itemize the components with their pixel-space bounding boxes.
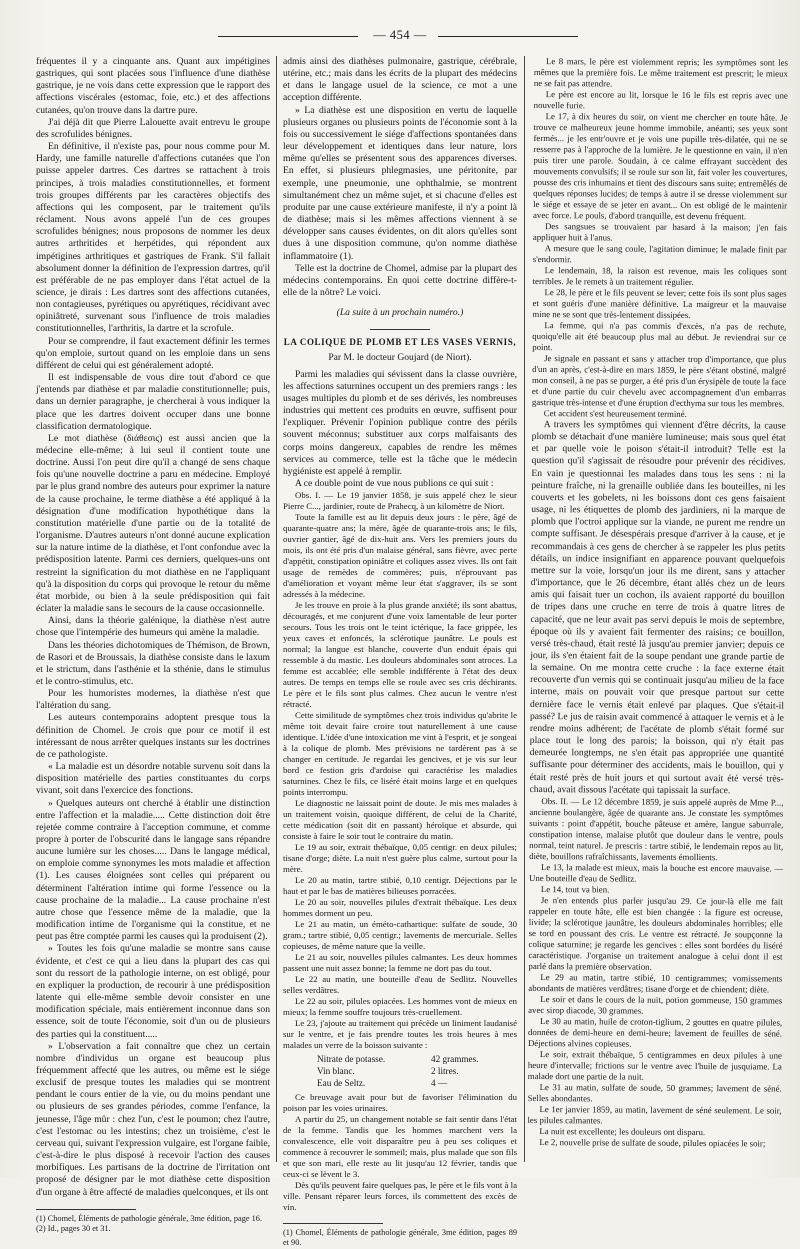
observation-paragraph: Le 20 au soir, nouvelles pilules d'extrait thébaïque. Les deux hommes dorment un peu.: [283, 897, 517, 919]
paragraph: En définitive, il n'existe pas, pour nous comme pour M. Hardy, une famille naturelle d'affections cutanées que l'on puisse appeler dartres. Ces dartres se rattachent à trois principes, à trois maladies constitutionnelles, et forment trois groupes différents par les caractères objectifs des affections qui les composent, par le traitement qu'ils réclament. Nous avons appelé l'un de ces groupes scrofulides bénignes; nous proposons de nommer les deux autres arthritides et herpétides, qui répondent aux impétigines arthritiques et gastriques de Frank. S'il fallait absolument donner la définition de l'expression dartres, qu'il est préférable de ne pas employer dans l'état actuel de la science, je dirais : Les dartres sont des affections cutanées, non contagieuses, pyrétiques ou apyrétiques, récidivant avec opiniâtreté, survenant sous l'influence de trois maladies constitutionnelles, l'arthritis, la dartre et la scrofule.: [36, 141, 270, 335]
paragraph: admis ainsi des diathèses pulmonaire, gastrique, cérébrale, utérine, etc.; mais dans les écrits de la plupart des médecins et dans le langage usuel de la science, ce mot a une acception différente.: [283, 56, 517, 104]
observation-paragraph: La femme, qui n'a pas commis d'excès, n'a pas de rechute, quoiqu'elle ait été beaucoup plus mal au début. Je reviendrai sur ce point.: [532, 320, 787, 353]
observation-paragraph: Le 29 au matin, tartre stibié, 10 centigrammes; vomissements abondants de matières verdâtres; tisane d'orge et de chiendent; diète.: [528, 971, 783, 995]
paragraph: fréquentes il y a cinquante ans. Quant aux impétigines gastriques, qui sont placées sous l'influence d'une diathèse gastrique, je ne vois dans cette expression que le rapport des affections viscérales (estomac, foie, etc.) et des affections cutanées, qu'on trouve dans la dartre pure.: [36, 56, 270, 116]
quote-paragraph: « La maladie est un désordre notable survenu soit dans la disposition matérielle des parties constituantes du corps vivant, soit dans l'exercice des fonctions.: [36, 761, 270, 797]
page-header: [0, 28, 800, 44]
observation-paragraph: Le père est encore au lit, lorsque le 16 le fils est repris avec une nouvelle furie.: [533, 89, 788, 111]
paragraph: Pour les humoristes modernes, la diathèse n'est que l'altération du sang.: [36, 688, 270, 712]
observation-paragraph: Le 28, le père et le fils peuvent se lever; cette fois ils sont plus sages et sont guéris d'une manière définitive. La maigreur et la mauvaise mine ne se sont que très-lentement dissipées.: [532, 287, 787, 320]
footnote: (1) Chomel, Éléments de pathologie générale, 3me édition, page 16.: [36, 1213, 263, 1223]
paragraph: Dans les théories dichotomiques de Thémison, de Brown, de Rasori et de Broussais, la diathèse consiste dans le laxum et le strictum, dans l'asthénie et la sthénie, dans le stimulus et le contro-stimulus, etc.: [36, 639, 270, 687]
observation-paragraph: Je signale en passant et sans y attacher trop d'importance, que plus d'un an après, c'est-à-dire en mars 1859, le père s'étant obstiné, malgré mon conseil, à ne pas se purger, a été pris d'un érysipèle de toute la face et d'une partie du cuir chevelu avec accompagnement d'un embarras gastrique très-intense et d'une éruption d'ecthyma sur tous les membres.: [531, 353, 787, 409]
observation-paragraph: Je n'en entends plus parler jusqu'au 29. Ce jour-là elle me fait rappeler en toute hâte, elle est bien changée : la figure est ocreuse, livide; la sclérotique jaunâtre, les douleurs abdominales horribles; elle se tord en poussant des cris. Le ventre est rétracté. Je soupçonne la colique saturnine; je regarde les gencives : elles sont bordées du liséré caractéristique. J'organise un traitement analogue à celui dont il est parlé dans la première observation.: [528, 894, 783, 972]
observation-paragraph: Cette similitude de symptômes chez trois individus qu'abrite le même toit devait faire croire tout naturellement à une cause identique. L'idée d'une intoxication me vint à l'esprit, et je songeai à la colique de plomb. Mes prévisions ne tardèrent pas à se changer en certitude. Je regardai les gencives, et je vis sur leur bord ce festion gris d'ardoise qui caractérise les maladies saturnines. Chez le fils, ce liséré était moins large et en quelques points interrompu.: [283, 710, 517, 798]
header-rule-right: [438, 36, 578, 37]
prescription: [283, 1053, 517, 1089]
observation-paragraph: Le soir et dans le cours de la nuit, potion gommeuse, 150 grammes avec sirop diacode, 30 grammes.: [528, 993, 783, 1016]
observation-paragraph: Le 30 au matin, huile de croton-tiglium, 2 gouttes en quatre pilules, données de demi-heure en demi-heure; lavement de feuilles de séné. Déjections alvines copieuses.: [527, 1015, 783, 1049]
observation-paragraph: Le 23, j'ajoute au traitement qui précède un liniment laudanisé sur le ventre, et je fais prendre toutes les trois heures à mes malades un verre de la boisson suivante :: [283, 1018, 517, 1051]
observation-paragraph: Le 19 au soir, extrait thébaïque, 0,05 centigr. en deux pilules; tisane d'orge; diète. La nuit n'est guère plus calme, surtout pour la mère.: [283, 842, 517, 875]
observation-paragraph: Ce breuvage avait pour but de favoriser l'élimination du poison par les voies urinaires.: [283, 1091, 517, 1113]
column-divider: [276, 56, 277, 1162]
observation-paragraph: Le 14, tout va bien.: [540, 883, 610, 895]
footnote: (2) Id., pages 30 et 31.: [36, 1224, 111, 1234]
observation-paragraph: Toute la famille est au lit depuis deux jours : le père, âgé de quarante-quatre ans; la mère, âgée de quarante-trois ans; le fils, ouvrier gantier, âgé de dix-huit ans. Vers les premiers jours du mois, ils ont été pris d'un malaise général, sans fièvre, avec perte d'appétit, constipation opiniâtre et coliques assez vives. Ils ont fait usage de remèdes de commères; puis, n'éprouvant pas d'amélioration et voyant même leur état s'aggraver, ils se sont adressés à la médecine.: [283, 512, 517, 600]
footnote: (1) Chomel, Éléments de pathologie générale, 3me édition, pages 89 et 90.: [283, 1227, 517, 1248]
observation-paragraph: Le 1er janvier 1859, au matin, lavement de séné seulement. Le soir, les pilules calmantes.: [527, 1103, 782, 1126]
observation-paragraph: Je les trouve en proie à la plus grande anxiété; ils sont abattus, découragés, et me conjurent d'une voix lamentable de leur porter secours. Tous les trois ont le teint ictérique, la face grippée, les yeux caves et enfoncés, la sclérotique jaunâtre. Le pouls est normal; la langue est blanche, couverte d'un enduit épais qui ressemble à du mastic. Les douleurs abdominales sont atroces. La femme est accablée; elle semble indifférente à l'état des deux autres. De temps en temps elle se roule avec ses cris déchirants. Le père et le fils sont plus calmes. Chez aucun le ventre n'est rétracté.: [283, 600, 517, 710]
observation-paragraph: Le lendemain, 18, la raison est revenue, mais les coliques sont terribles. Je le remets à un traitement régulier.: [532, 265, 787, 287]
observation-paragraph: Obs. I. — Le 19 janvier 1858, je suis appelé chez le sieur Pierre C..., jardinier, route de Prahecq, à un kilomètre de Niort.: [283, 490, 517, 512]
observation-paragraph: Le 22 au soir, pilules opiacées. Les hommes vont de mieux en mieux; la femme souffre toujours très-cruellement.: [283, 996, 517, 1018]
column-middle: [283, 56, 517, 1248]
paragraph: Telle est la doctrine de Chomel, admise par la plupart des médecins contemporains. En quoi cette doctrine diffère-t-elle de la nôtre? Le voici.: [283, 262, 517, 298]
quote-paragraph: » Quelques auteurs ont cherché à établir une distinction entre l'affection et la maladie..... Cette distinction doit être rejetée comme contraire à l'acception commune, et comme propre à porter de l'obscurité dans le langage sans répandre aucune lumière sur les choses..... Dans le langage médical, on emploie comme synonymes les mots maladie et affection (1). Les causes éloignées sont celles qui préparent ou déterminent l'altération intime qui forme l'essence ou la cause prochaine de la maladie... La cause prochaine n'est autre chose que l'essence même de la maladie, que la modification intime de l'organisme qui la constitue, et ne peut pas être comptée parmi les causes qui la produisent (2).: [36, 797, 270, 943]
quantity: 2 litres.: [431, 1066, 459, 1077]
quote-paragraph: » La diathèse est une disposition en vertu de laquelle plusieurs organes ou plusieurs points de l'économie sont à la fois ou successivement le siége d'affections spontanées dans leur développement et identiques dans leur nature, lors même qu'elles se présentent sous des apparences diverses. En effet, si plusieurs phlegmasies, une péritonite, par exemple, une pneumonie, une ophthalmie, se montrent simultanément chez un même sujet, et si chacune d'elles est produite par une cause extérieure manifeste, il n'y a point là de diathèse; mais si les mêmes affections viennent à se développer sans causes évidentes, on dit alors qu'elles sont dues à une disposition commune, qu'on nomme diathèse inflammatoire (1).: [283, 104, 517, 262]
observation-paragraph: Le 13, la malade est mieux, mais la bouche est encore mauvaise. — Une bouteille d'eau de Sedlitz.: [528, 861, 784, 884]
observation-paragraph: Dès qu'ils peuvent faire quelques pas, le père et le fils vont à la ville. Pensant réparer leurs forces, ils commettent des excès de vin.: [283, 1179, 517, 1212]
article-heading: [283, 329, 517, 364]
quantity: 4 —: [431, 1078, 448, 1089]
observation-paragraph: Des sangsues se trouvaient par hasard à la maison; j'en fais appliquer huit à l'anus.: [532, 221, 787, 243]
observation-paragraph: La nuit est excellente; les douleurs ont disparu.: [539, 1125, 706, 1137]
quantity: 42 grammes.: [431, 1054, 479, 1065]
column-divider: [524, 56, 525, 1162]
observation-paragraph: Le 21 au soir, nouvelles pilules calmantes. Les deux hommes passent une nuit assez bonne; la femme ne dort pas du tout.: [283, 952, 517, 974]
paragraph: Les auteurs contemporains adoptent presque tous la définition de Chomel. Je crois que pour ce motif il est intéressant de nous arrêter quelques instants sur les doctrines de ce pathologiste.: [36, 712, 270, 760]
observation-paragraph: Le diagnostic ne laissait point de doute. Je mis mes malades à un traitement voisin, quoique différent, de celui de la Charité, cette médication (soit dit en passant) héroïque et absurde, qui consiste à faire le soir tout le contraire du matin.: [283, 798, 517, 842]
article-author: Par M. le docteur Goujard (de Niort).: [328, 352, 472, 364]
quote-paragraph: » Toutes les fois qu'une maladie se montre sans cause évidente, et c'est ce qui a lieu dans la plupart des cas qui sont du ressort de la pathologie interne, on est obligé, pour en expliquer la production, de recourir à une prédisposition latente qui elle-même semble devoir consister en une modification spéciale, mais entièrement inconnue dans son essence, soit de toute l'économie, soit d'un ou de plusieurs des parties qui la constituent.....: [36, 943, 270, 1040]
column-right: [527, 56, 788, 1166]
observation-paragraph: Cet accident s'est heureusement terminé.: [543, 408, 687, 419]
footnote-rule: [283, 1223, 383, 1224]
paragraph: Pour se comprendre, il faut exactement définir les termes qu'on emploie, surtout quand on les emploie dans un sens différent de celui qui est généralement adopté.: [36, 335, 270, 371]
observation-paragraph: Le 20 au matin, tartre stibié, 0,10 centigr. Déjections par le haut et par le bas de matières bilieuses porracées.: [283, 875, 517, 897]
prescription-line: [283, 1077, 517, 1089]
observation-paragraph: Le 8 mars, le père est violemment repris; les symptômes sont les mêmes que la première fois. Le même traitement est prescrit; le mieux ne se fait pas attendre.: [533, 56, 788, 89]
ingredient: Nitrate de potasse.: [317, 1054, 386, 1065]
prescription-line: [283, 1053, 517, 1065]
ingredient: Eau de Seltz.: [317, 1078, 366, 1089]
observation-paragraph: A mesure que le sang coule, l'agitation diminue; le malade finit par s'endormir.: [532, 243, 787, 265]
paragraph: Le mot diathèse (διάθεσις) est aussi ancien que la médecine elle-même; à lui seul il contient toute une doctrine. Aussi l'on peut dire qu'il a changé de sens chaque fois qu'une nouvelle doctrine a paru en médecine. Employé par le plus grand nombre des auteurs pour exprimer la nature de la cause prochaine, le terme diathèse a été appliqué à la désignation d'une modification hypothétique dans la constitution matérielle d'une partie ou de la totalité de l'organisme. D'autres auteurs n'ont donné aucune explication sur la nature intime de la diathèse, et l'ont confondue avec la prédisposition latente. Parmi ces derniers, quelques-uns ont restreint la signification du mot diathèse en ne l'appliquant qu'à la disposition du corps qui provoque le retour du même état morbide, ou bien à la seule prédisposition qui fait éclater la maladie sans le secours de la cause occasionnelle.: [36, 432, 270, 615]
prescription-line: [283, 1065, 517, 1077]
footnote-rule: [36, 1209, 136, 1210]
article-title: LA COLIQUE DE PLOMB ET LES VASES VERNIS,: [283, 337, 517, 348]
quote-paragraph: » L'observation a fait connaître que chez un certain nombre d'individus un organe est beaucoup plus fréquemment affecté que les autres, ou même est le siége exclusif de presque toutes les maladies qui se montrent pendant le cours entier de la vie, ou du moins pendant une ou plusieurs de ses grandes périodes, comme l'enfance, la jeunesse, l'âge mûr : chez l'un, c'est le poumon; chez l'autre, c'est l'estomac ou les intestins; chez un troisième, c'est le cerveau qui, suivant l'expression vulgaire, est l'organe faible, c'est-à-dire le plus disposé à recevoir l'action des causes morbifiques. Les partisans de la doctrine de l'irritation ont proposé de désigner par le mot diathèse cette disposition d'un organe à être affecté de maladies quelconques, et ils ont: [36, 1040, 270, 1198]
paragraph: Parmi les maladies qui sévissent dans la classe ouvrière, les affections saturnines occupent un des premiers rangs : les usages multiples du plomb et de ses dérivés, les nombreuses industries qui mettent ces produits en œuvre, suffisent pour l'expliquer. Prévenir l'opinion publique contre des périls souvent méconnus; substituer aux corps malfaisants des corps moins dangereux, capables de rendre les mêmes services au commerce, telle est la tâche que le médecin hygiéniste est appelé à remplir.: [283, 368, 517, 477]
observation-paragraph: Le 31 au matin, sulfate de soude, 50 grammes; lavement de séné. Selles abondantes.: [527, 1081, 782, 1104]
paragraph: Il est indispensable de vous dire tout d'abord ce que j'entends par diathèse et par maladie constitutionnelle; puis, dans un dernier paragraphe, je chercherai à vous indiquer la place que les dartres doivent occuper dans une bonne classification dermatologique.: [36, 372, 270, 432]
paragraph: A travers les symptômes qui viennent d'être décrits, la cause plomb se détachait d'une manière lumineuse; mais sous quel état et par quelle voie le poison s'était-il introduit? Telle est la question qu'il s'agissait de résoudre pour prévenir des récidives. En vain je questionnai les malades dans tous les sens : ni la peinture fraîche, ni la grenaille oubliée dans les bouteilles, ni les couverts et les gobelets, ni les boissons dont ces gens faisaient usage, ni les étiquettes de plomb des jardiniers, ni la marque de plomb que l'octroi applique sur la viande, ne purent me rendre un compte suffisant. Je désespérais presque d'arriver à la cause, et je recommandais à ces gens de chercher à se rappeler les plus petits détails, un indice insignifiant en apparence pouvant quelquefois mettre sur la voie, lorsqu'un jour ils me dirent, sans y attacher d'importance, que le 26 décembre, étant allés chez un de leurs amis qui faisait tuer un cochon, ils avaient rapporté du bouillon de tripes dans une cruche en terre de trois à quatre litres de capacité, que ne leur avait pas servi depuis le mois de septembre, époque où ils y avaient fait fermenter des raisins; ce bouillon, versé très-chaud, était resté là jusqu'au premier janvier; depuis ce jour, ils s'en étaient fait de la soupe pendant une grande partie de la semaine. On me montra cette cruche : la face externe était recouverte d'un vernis qui se continuait jusqu'au milieu de la face interne, mais on pouvait voir que presque partout sur cette dernière face le vernis était enlevé par plaques. Que s'était-il passé? Le jus de raisin avait commencé à attaquer le vernis et à le rendre moins adhérent; de l'acétate de plomb s'était formé sur place tout le long des parois; la boisson, qui n'y était pas demeurée longtemps, ne s'en était pas appropriée une quantité suffisante pour déterminer des accidents, mais le bouillon, qui y était resté près de huit jours et qui surtout avait été versé très-chaud, avait dissous l'acétate qui tapissait la surface.: [529, 419, 786, 796]
header-rule-left: [218, 36, 358, 37]
observation-paragraph: A partir du 25, un changement notable se fait sentir dans l'état de la femme. Tandis que les hommes marchent vers la convalescence, elle voit disparaître peu à peu ses coliques et commence à recouvrer le sommeil; mais, plus malade que son fils et que son mari, elle reste au lit jusqu'au 12 février, tandis que ceux-ci se lèvent le 3.: [283, 1113, 517, 1179]
column-left: [36, 56, 270, 1234]
title-rule: [370, 329, 430, 330]
observation-paragraph: Obs. II. — Le 12 décembre 1859, je suis appelé auprès de Mme P..., ancienne boulangère, âgée de quarante ans. Je constate les symptômes suivants : point d'appétit, bouche pâteuse et amère, langue saburrale, constipation intense, malaise plutôt que douleur dans le ventre, pouls normal, teint naturel. Je prescris : tartre stibié, le lendemain repos au lit, diète, bouillons rafraîchissants, lavements émollients.: [529, 795, 784, 862]
paragraph: Ainsi, dans la théorie galénique, la diathèse n'est autre chose que l'intempérie des humeurs qui amène la maladie.: [36, 615, 270, 639]
continuation-note: (La suite à un prochain numéro.): [336, 307, 464, 319]
page-number: — 454 —: [373, 28, 427, 42]
observation-paragraph: Le 17, à dix heures du soir, on vient me chercher en toute hâte. Je trouve ce malheureux jeune homme immobile, anéanti; ses yeux sont fermés... je les entr'ouvre et je vois une pupille très-dilatée, qui ne se resserre pas à l'approche de la lumière. Je le questionne en vain, il n'en puis tirer une parole. Soudain, à ce calme effrayant succèdent des mouvements convulsifs; il se roule sur son lit, fait voler les couvertures, pousse des cris inhumains et tient des discours sans suite; entremêlés de quelques réponses lucides; de temps à autre il se dresse violemment sur le siége et essaye de se jeter en avant... On est obligé de le maintenir avec force. Le pouls, d'abord tranquille, est devenu fréquent.: [532, 111, 788, 222]
ingredient: Vin blanc.: [317, 1066, 355, 1077]
paragraph: J'ai déjà dit que Pierre Lalouette avait entrevu le groupe des scrofulides bénignes.: [36, 116, 270, 140]
observation-paragraph: Le 21 au matin, un éméto-cathartique: sulfate de soude, 30 gram.; tartre stibié, 0,05 centigr.; lavements de mercuriale. Selles copieuses, de même nature que la veille.: [283, 919, 517, 952]
observation-paragraph: Le 2, nouvelle prise de sulfate de soude, pilules opiacées le soir;: [539, 1136, 766, 1149]
paragraph: A ce double point de vue nous publions ce qui suit :: [295, 478, 494, 489]
observation-paragraph: Le 22 au matin, une bouteille d'eau de Sedlitz. Nouvelles selles verdâtres.: [283, 974, 517, 996]
observation-paragraph: Le soir, extrait thébaïque, 5 centigrammes en deux pilules à une heure d'intervalle; frictions sur le ventre avec l'huile de jusquiame. La malade dort une partie de la nuit.: [527, 1048, 782, 1082]
